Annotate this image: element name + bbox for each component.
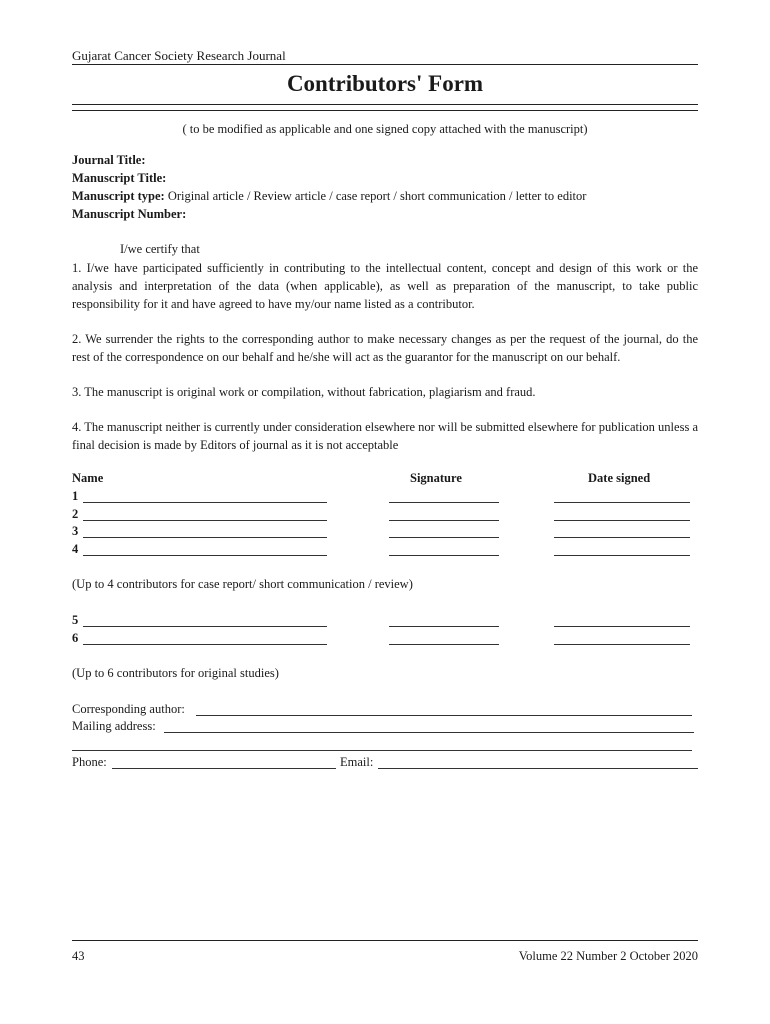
certification-item-1: 1. I/we have participated sufficiently in contributing to the intellectual content, concept and design of this work or the analysis and interpretation of the data (when applicable), as well as preparation of the manuscript, to take public responsibility for it and have agreed to have my/our name listed as a contributor. bbox=[72, 261, 698, 311]
email-blank[interactable] bbox=[378, 768, 698, 769]
contributor-row bbox=[72, 613, 698, 629]
contributor-row bbox=[72, 489, 698, 505]
journal-name: Gujarat Cancer Society Research Journal bbox=[72, 48, 286, 63]
journal-title-label: Journal Title: bbox=[72, 153, 146, 167]
signature-blank[interactable] bbox=[389, 502, 499, 503]
phone-email-field bbox=[72, 755, 698, 771]
date-blank[interactable] bbox=[554, 537, 690, 538]
certification-item-2: 2. We surrender the rights to the corresponding author to make necessary changes as per the request of the journal, do the rest of the correspondence on our behalf and he/she will act as the guarantor for the manuscript on our behalf. bbox=[72, 332, 698, 364]
signature-blank[interactable] bbox=[389, 537, 499, 538]
form-title: Contributors' Form bbox=[286, 71, 484, 96]
date-blank[interactable] bbox=[554, 626, 690, 627]
signature-blank[interactable] bbox=[389, 520, 499, 521]
signature-blank[interactable] bbox=[389, 626, 499, 627]
mailing-address-label: Mailing address: bbox=[72, 719, 156, 733]
certify-intro: I/we certify that bbox=[120, 242, 200, 256]
manuscript-type-label: Manuscript type: bbox=[72, 189, 165, 203]
header-rule bbox=[72, 64, 698, 65]
row-number: 4 bbox=[72, 542, 79, 556]
signature-blank[interactable] bbox=[389, 555, 499, 556]
manuscript-title-label: Manuscript Title: bbox=[72, 171, 167, 185]
corresponding-author-label: Corresponding author: bbox=[72, 702, 185, 716]
row-number: 3 bbox=[72, 524, 79, 538]
form-subtitle: ( to be modified as applicable and one signed copy attached with the manuscript) bbox=[182, 122, 588, 136]
journal-title-field bbox=[72, 153, 146, 168]
name-column-header: Name bbox=[72, 471, 104, 485]
date-blank[interactable] bbox=[554, 502, 690, 503]
issue-info: Volume 22 Number 2 October 2020 bbox=[518, 949, 698, 963]
mailing-address-blank[interactable] bbox=[164, 732, 694, 733]
certification-item-3: 3. The manuscript is original work or compilation, without fabrication, plagiarism and fraud. bbox=[72, 385, 536, 399]
date-signed-column-header: Date signed bbox=[588, 471, 651, 485]
contributors-limit-note-original-studies: (Up to 6 contributors for original studies) bbox=[72, 666, 279, 680]
contributors-limit-note-case-report: (Up to 4 contributors for case report/ short communication / review) bbox=[72, 577, 413, 591]
manuscript-number-label: Manuscript Number: bbox=[72, 207, 187, 221]
certification-item-4: 4. The manuscript neither is currently under consideration elsewhere nor will be submitted elsewhere for publication unless a final decision is made by Editors of journal as it is not acceptable bbox=[72, 420, 698, 452]
name-blank[interactable] bbox=[83, 555, 327, 556]
page-number: 43 bbox=[72, 949, 85, 963]
footer-rule bbox=[72, 940, 698, 941]
signature-blank[interactable] bbox=[389, 644, 499, 645]
row-number: 6 bbox=[72, 631, 79, 645]
name-blank[interactable] bbox=[83, 537, 327, 538]
title-double-rule bbox=[72, 104, 698, 111]
contributor-row bbox=[72, 631, 698, 647]
manuscript-title-field bbox=[72, 171, 166, 186]
mailing-address-blank-2[interactable] bbox=[72, 750, 692, 751]
contributor-row bbox=[72, 542, 698, 558]
email-label: Email: bbox=[340, 755, 374, 769]
name-blank[interactable] bbox=[83, 502, 327, 503]
contributor-row bbox=[72, 507, 698, 523]
mailing-address-field bbox=[72, 719, 698, 735]
name-blank[interactable] bbox=[83, 644, 327, 645]
corresponding-author-field bbox=[72, 702, 698, 718]
date-blank[interactable] bbox=[554, 555, 690, 556]
phone-label: Phone: bbox=[72, 755, 107, 769]
row-number: 5 bbox=[72, 613, 79, 627]
phone-blank[interactable] bbox=[112, 768, 336, 769]
manuscript-type-field bbox=[72, 189, 586, 204]
corresponding-author-blank[interactable] bbox=[196, 715, 692, 716]
mailing-address-continuation bbox=[72, 737, 698, 753]
manuscript-number-field bbox=[72, 207, 186, 222]
name-blank[interactable] bbox=[83, 520, 327, 521]
contributor-row bbox=[72, 524, 698, 540]
contributors-form-page bbox=[72, 0, 698, 1024]
row-number: 1 bbox=[72, 489, 79, 503]
signature-column-header: Signature bbox=[410, 471, 462, 485]
date-blank[interactable] bbox=[554, 644, 690, 645]
date-blank[interactable] bbox=[554, 520, 690, 521]
row-number: 2 bbox=[72, 507, 79, 521]
name-blank[interactable] bbox=[83, 626, 327, 627]
manuscript-type-options: Original article / Review article / case report / short communication / letter to editor bbox=[164, 189, 587, 203]
